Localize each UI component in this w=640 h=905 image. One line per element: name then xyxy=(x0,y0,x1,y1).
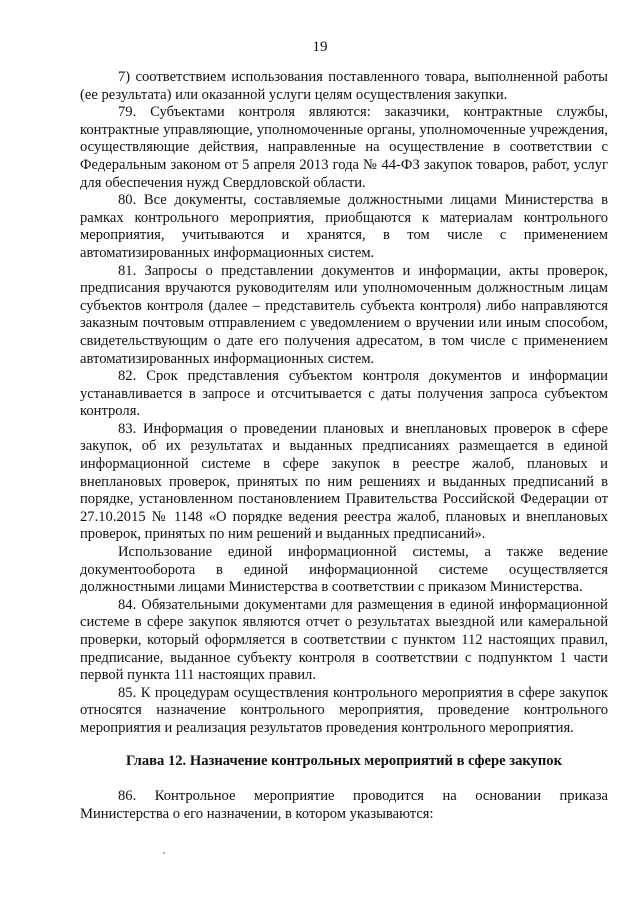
paragraph-82: 82. Срок представления субъектом контроля документов и информации устанавливается в запросе и отсчитывается с даты получения запроса субъектом контроля. xyxy=(80,368,608,420)
paragraph-79: 79. Субъектами контроля являются: заказчики, контрактные службы, контрактные управляющие, уполномоченные органы, уполномоченные учреждения, осуществляющие действия, направленные на осуществление в соответствии с Федеральным законом от 5 апреля 2013 года № 44-ФЗ закупок товаров, работ, услуг для обеспечения нужд Свердловской области. xyxy=(80,104,608,191)
paragraph-83-continuation: Использование единой информационной системы, а также ведение документооборота в единой информационной системе осуществляется должностными лицами Министерства в соответствии с приказом Министерства. xyxy=(80,544,608,596)
paragraph-84: 84. Обязательными документами для размещения в единой информационной системе в сфере закупок являются отчет о результатах выездной или камеральной проверки, который оформляется в соответствии с пунктом 112 настоящих правил, предписание, выданное субъекту контроля в соответствии с подпунктом 1 части первой пункта 111 настоящих правил. xyxy=(80,596,608,684)
scan-speck xyxy=(163,852,165,854)
paragraph-item-7: 7) соответствием использования поставленного товара, выполненной работы (ее результата) или оказанной услуги целям осуществления закупки. xyxy=(80,69,608,103)
paragraph-81: 81. Запросы о представлении документов и информации, акты проверок, предписания вручаются руководителям или уполномоченным должностным лицам субъектов контроля (далее – представитель субъекта контроля) либо направляются заказным почтовым отправлением с уведомлением о вручении или иным способом, свидетельствующим о дате его получения адресатом, в том числе с применением автоматизированных информационных систем. xyxy=(80,262,608,367)
paragraph-86: 86. Контрольное мероприятие проводится на основании приказа Министерства о его назначении, в котором указываются: xyxy=(80,788,608,822)
spacer xyxy=(80,738,608,753)
chapter-heading: Глава 12. Назначение контрольных мероприятий в сфере закупок xyxy=(126,752,562,769)
paragraph-85: 85. К процедурам осуществления контрольного мероприятия в сфере закупок относятся назначение контрольного мероприятия, проведение контрольного мероприятия и реализация результатов проведения контрольного мероприятия. xyxy=(80,684,608,736)
paragraph-80: 80. Все документы, составляемые должностными лицами Министерства в рамках контрольного мероприятия, приобщаются к материалам контрольного мероприятия, учитываются и хранятся, в том числе с применением автоматизированных информационных систем. xyxy=(80,192,608,261)
spacer xyxy=(80,770,608,788)
document-body xyxy=(80,69,608,823)
paragraph-83: 83. Информация о проведении плановых и внеплановых проверок в сфере закупок, об их результатах и выданных предписаниях размещается в единой информационной системе в сфере закупок в реестре жалоб, плановых и внеплановых проверок, принятых по ним решениях и выданных предписаний в порядке, установленном постановлением Правительства Российской Федерации от 27.10.2015 № 1148 «О порядке ведения реестра жалоб, плановых и внеплановых проверок, принятых по ним решений и выданных предписаний». xyxy=(80,420,608,543)
page-number: 19 xyxy=(312,39,328,55)
